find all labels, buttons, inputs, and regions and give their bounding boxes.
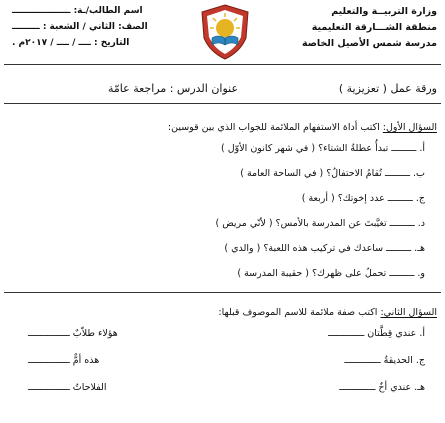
- header-divider: [4, 64, 441, 65]
- q1-item: ب. ـــــــــ تُقامُ الاحتفالُ؟ ( في الساحة العامة ): [240, 168, 425, 179]
- zone-name: منطقة الشـــارقة التعليمية: [311, 22, 437, 33]
- q1-divider: [4, 292, 441, 293]
- school-logo-icon: [200, 4, 250, 60]
- q1-item: ج. ـــــــــ عدد إخوتك؟ ( أربعة ): [301, 193, 425, 204]
- q1-title: السؤال الأول:: [382, 122, 437, 133]
- q2-prompt: اكتب صفة ملائمة للاسم الموصوف قبلها:: [218, 307, 381, 318]
- school-name: مدرسة شمس الأصيل الخاصة: [301, 38, 437, 49]
- class-field: الصف: الثاني / الشعبة : ـــــــــ: [12, 22, 148, 32]
- q2-item: أ. عندي قِطَّتان ـــــــــــــ: [328, 328, 425, 339]
- worksheet-type: ورقة عمل ( تعزيزية ): [338, 82, 437, 95]
- q2-item: هذه أمٌّ ـــــــــــــــ: [28, 355, 100, 366]
- q2-item: هـ. عندي أخٌ ـــــــــــــ: [339, 382, 425, 393]
- q1-item: د. ـــــــــ تغيَّبتَ عن المدرسة بالأمس؟ ( لأنّي مريض ): [215, 218, 425, 229]
- q1-item: هـ. ـــــــــ ساعدك في تركيب هذه اللعبة؟ ( والدي ): [224, 243, 425, 254]
- student-name-field: اسم الطالب/ـة: ـــــــــــــــــــ: [12, 6, 143, 16]
- ministry-name: وزارة التربيــة والتعليم: [331, 6, 437, 17]
- q2-item: ج. الحديقةُ ـــــــــــــ: [344, 355, 425, 366]
- lesson-title: عنوان الدرس : مراجعة عامّة: [108, 82, 239, 95]
- q1-heading: [168, 115, 437, 134]
- q1-item: أ. ـــــــــ تبدأُ عطلةُ الشتاء؟ ( في شهر كانون الأوّل ): [221, 143, 425, 154]
- q1-prompt: اكتب أداة الاستفهام الملائمة للجواب الذي بين قوسين:: [167, 122, 383, 133]
- date-field: التاريخ : ــــ / ــــ / ٢٠١٧م .: [12, 38, 130, 48]
- q2-heading: [218, 300, 437, 319]
- q2-item: الفلاحاتُ ـــــــــــــــ: [28, 382, 107, 393]
- title-divider: [4, 103, 441, 104]
- q1-item: و. ـــــــــ تحملُ على ظهرك؟ ( حقيبة المدرسة ): [237, 268, 425, 279]
- q2-item: هؤلاء طلاّبٌ ـــــــــــــــ: [28, 328, 118, 339]
- q2-title: السؤال الثاني:: [380, 307, 437, 318]
